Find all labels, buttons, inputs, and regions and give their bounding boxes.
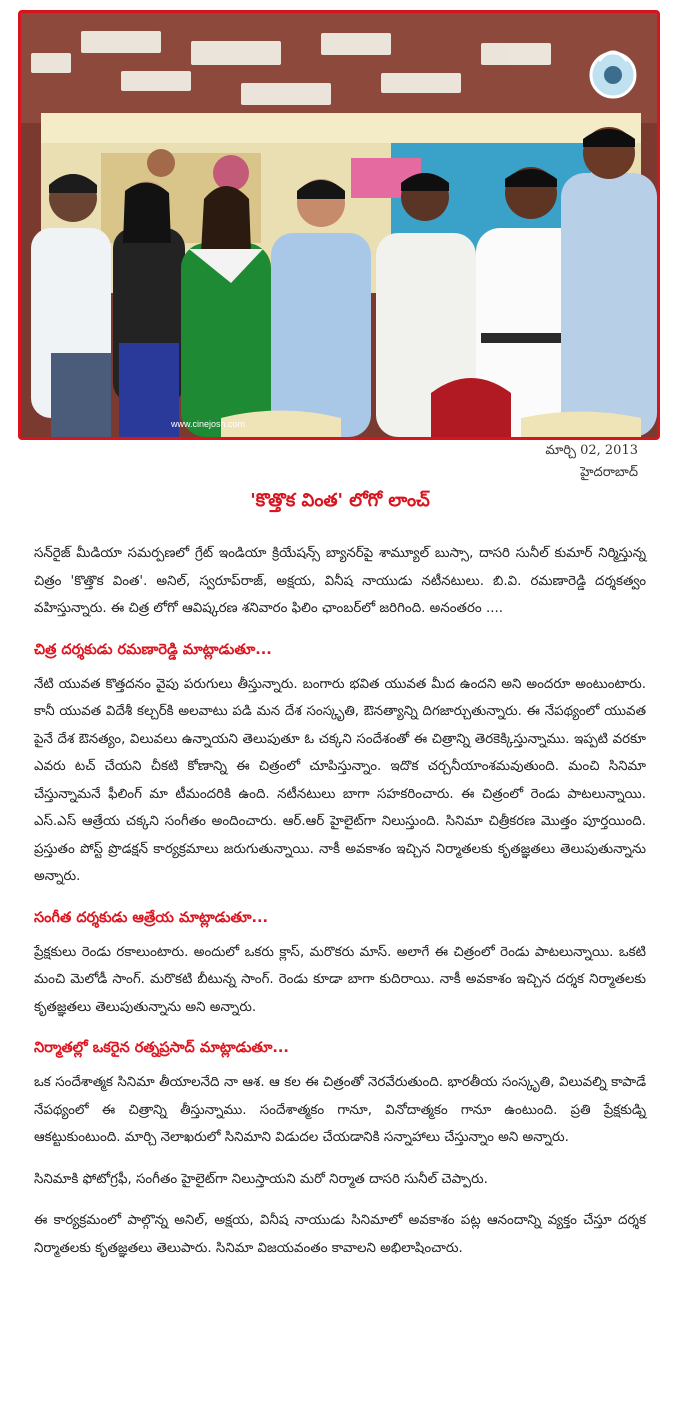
event-photo <box>18 10 660 440</box>
producer-quote: ఒక సందేశాత్మక సినిమా తీయాలనేది నా ఆశ. ఆ కల ఈ చిత్రంతో నెరవేరుతుంది. భారతీయ సంస్కృతి, విలువల్ని కాపాడే నేపథ్యంలో ఈ చిత్రాన్ని తీస్తున్నాము. సందేశాత్మకం గానూ, వినోదాత్మకం గానూ ఉంటుంది. ప్రతి ప్రేక్షకుడ్ని ఆకట్టుకుంటుంది. మార్చి నెలాఖరులో సినిమాని విడుదల చేయడానికి సన్నాహాలు చేస్తున్నాం అని అన్నారు. <box>34 1075 646 1145</box>
intro-paragraph: సన్‌రైజ్ మీడియా సమర్పణలో గ్రేట్ ఇండియా క్రియేషన్స్ బ్యానర్‌పై శామ్యూల్ బుస్సా, దాసరి సునీల్ కుమార్ నిర్మిస్తున్న చిత్రం 'కొత్తొక వింత'. అనిల్, స్వరూప్‌రాజ్, అక్షయ, వినీష నాయుడు నటీనటులు. బి.వి. రమణారెడ్డి దర్శకత్వం వహిస్తున్నారు. ఈ చిత్ర లోగో ఆవిష్కరణ శనివారం ఫిలిం ఛాంబర్‌లో జరిగింది. అనంతరం .... <box>34 546 646 616</box>
producer-note: సినిమాకి ఫోటోగ్రఫీ, సంగీతం హైలైట్‌గా నిలుస్తాయని మరో నిర్మాత దాసరి సునీల్ చెప్పారు. <box>34 1171 488 1187</box>
producer-heading: నిర్మాతల్లో ఒకరైన రత్నప్రసాద్ మాట్లాడుతూ... <box>34 1040 289 1056</box>
closing-paragraph: ఈ కార్యక్రమంలో పాల్గొన్న అనిల్, అక్షయ, వినీష నాయుడు సినిమాలో అవకాశం పట్ల ఆనందాన్ని వ్యక్తం చేస్తూ దర్శక నిర్మాతలకు కృతజ్ఞతలు తెలుపారు. సినిమా విజయవంతం కావాలని అభిలాషించారు. <box>34 1213 646 1256</box>
site-logo-icon <box>591 52 635 97</box>
article-date: మార్చి 02, 2013 <box>545 443 638 458</box>
director-heading: చిత్ర దర్శకుడు రమణారెడ్డి మాట్లాడుతూ... <box>34 641 272 658</box>
article-headline: 'కొత్తొక వింత' లోగో లాంచ్ <box>250 490 430 511</box>
music-director-section <box>34 905 646 1022</box>
director-quote: నేటి యువత కొత్తదనం వైపు పరుగులు తీస్తున్నారు. బంగారు భవిత యువత మీద ఉందని అని అందరూ అంటుంటారు. కానీ యువత విదేశీ కల్చర్‌కి అలవాటు పడి మన దేశ సంస్కృతి, ఔనత్యాన్ని దిగజార్చుతున్నారు. ఈ నేపథ్యంలో యువత పైనే దేశ ఔనత్యం, విలువలు ఉన్నాయని తెలుపుతూ ఓ చక్కని సందేశంతో ఈ చిత్రాన్ని తెరకెక్కిస్తున్నాము. ఇప్పటి వరకూ ఎవరు టచ్ చేయని చీకటి కోణాన్ని ఈ చిత్రంలో చూపిస్తున్నాం. ఇదొక చర్చనీయాంశమవుతుంది. మంచి సినిమా చేస్తున్నామనే ఫీలింగ్ మా టీమందరికి ఉంది. నటీనటులు బాగా సహకరించారు. ఈ చిత్రంలో రెండు పాటలున్నాయి. ఎస్.ఎస్ ఆత్రేయ చక్కని సంగీతం అందించారు. ఆర్.ఆర్ హైలైట్‌గా నిలుస్తుంది. సినిమా చిత్రీకరణ మొత్తం పూర్తయింది. ప్రస్తుతం పోస్ట్ ప్రొడక్షన్ కార్యక్రమాలు జరుగుతున్నాయి. నాకీ అవకాశం ఇచ్చిన నిర్మాతలకు కృతజ్ఞతలు తెలుపుతున్నాను అన్నారు. <box>34 676 646 884</box>
director-section <box>34 637 646 891</box>
music-director-quote: ప్రేక్షకులు రెండు రకాలుంటారు. అందులో ఒకరు క్లాస్, మరొకరు మాస్. అలాగే ఈ చిత్రంలో రెండు పాటలున్నాయి. ఒకటి మంచి మెలోడీ సాంగ్. మరొకటి బీటున్న సాంగ్. రెండు కూడా బాగా కుదిరాయి. నాకీ అవకాశం ఇచ్చిన దర్శక నిర్మాతలకు కృతజ్ఞతలు తెలుపుతున్నాను అని అన్నారు. <box>34 944 646 1015</box>
article-body <box>34 540 646 1276</box>
article-location: హైదరాబాద్ <box>580 465 638 480</box>
music-director-heading: సంగీత దర్శకుడు ఆత్రేయ మాట్లాడుతూ... <box>34 909 269 926</box>
producer-section <box>34 1035 646 1262</box>
photo-watermark: www.cinejosh.com <box>171 419 246 429</box>
